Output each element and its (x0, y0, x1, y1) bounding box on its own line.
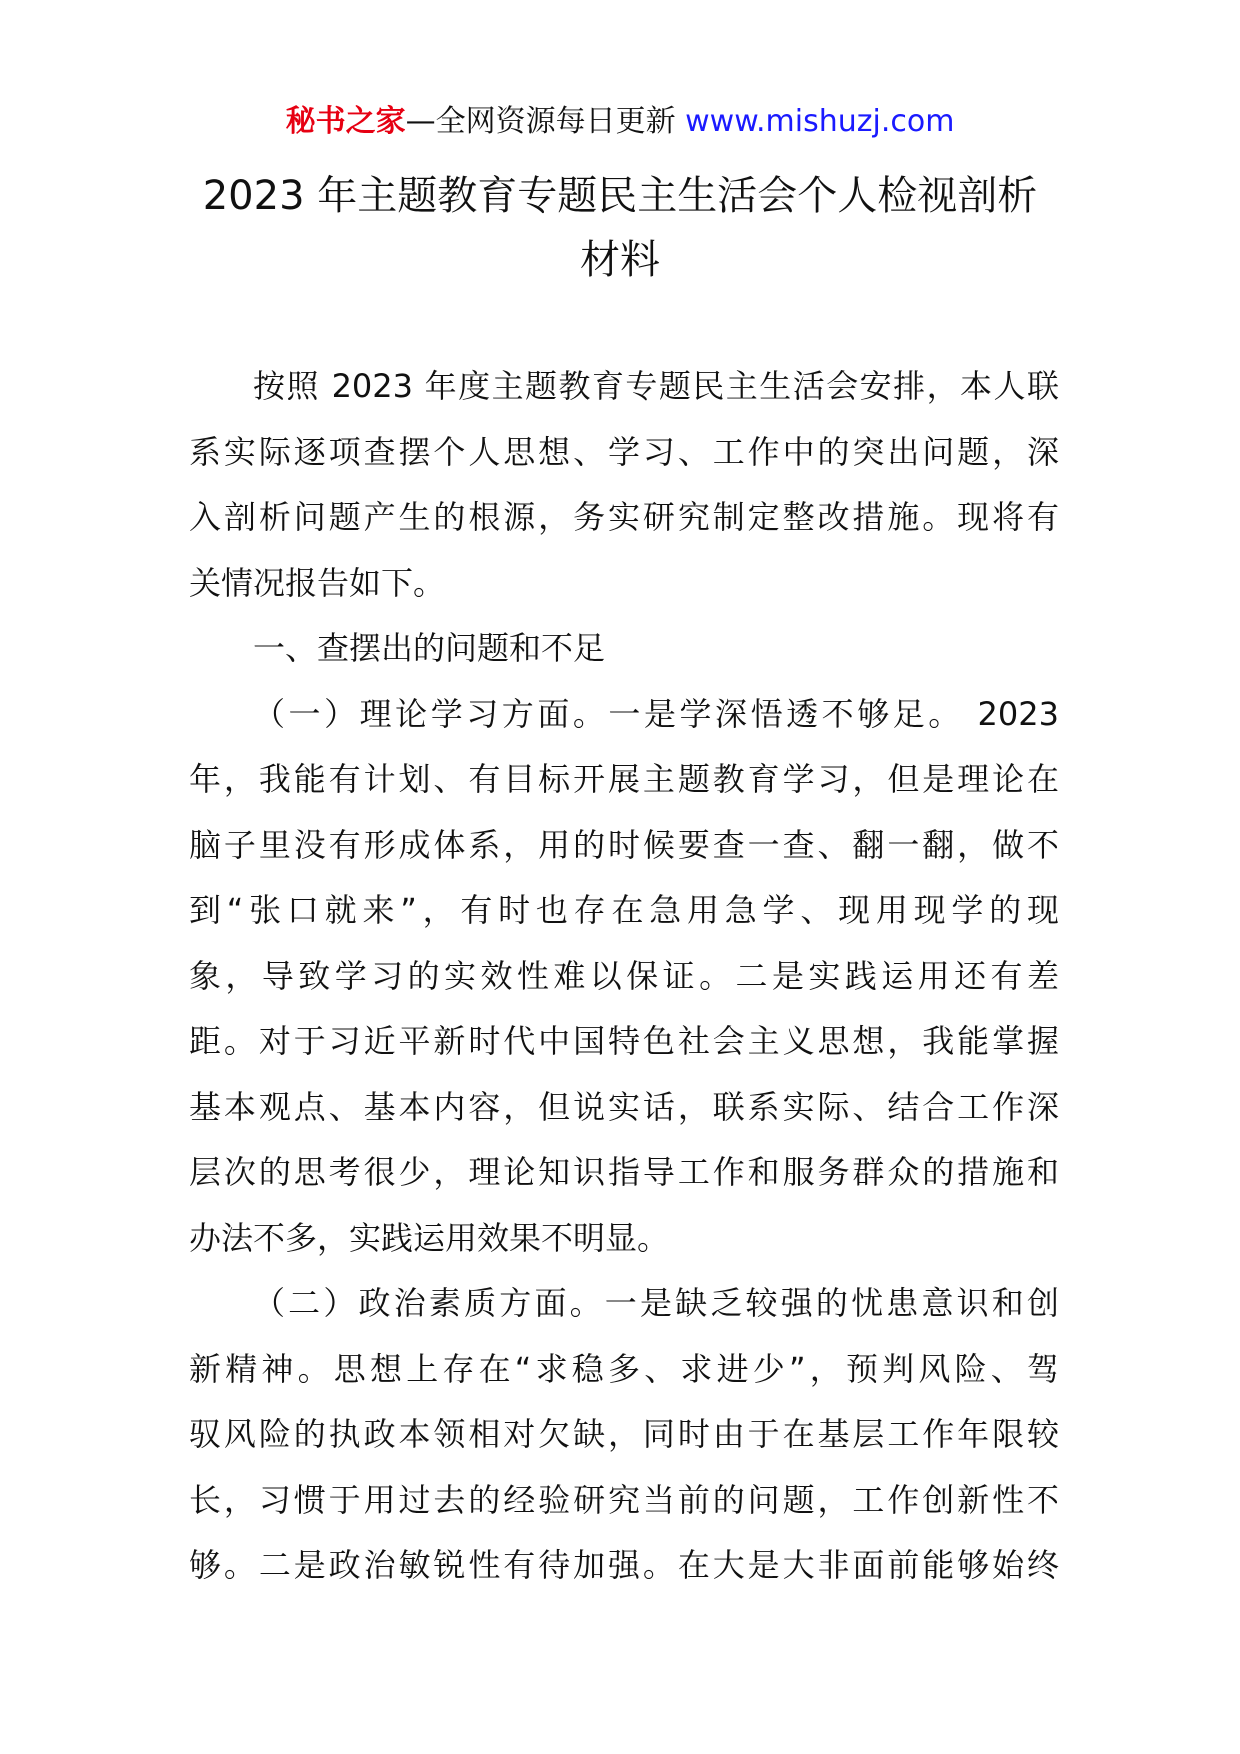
document-title (150, 164, 1090, 292)
document-title-line-1: 2023 年主题教育专题民主生活会个人检视剖析 (202, 173, 1038, 219)
body-line: 长，习惯于用过去的经验研究当前的问题，工作创新性不 (189, 1480, 1059, 1519)
body-line: 层次的思考很少，理论知识指导工作和服务群众的措施和 (189, 1153, 1059, 1191)
section-heading: 一、查摆出的问题和不足 (253, 629, 606, 667)
document-title-line-2: 材料 (580, 237, 660, 283)
body-line: 距。对于习近平新时代中国特色社会主义思想，我能掌握 (189, 1022, 1059, 1060)
site-url-link[interactable]: www.mishuzj.com (685, 104, 955, 139)
site-header (0, 100, 1240, 144)
site-brand: 秘书之家 (285, 104, 406, 139)
body-line: 入剖析问题产生的根源，务实研究制定整改措施。现将有 (189, 498, 1059, 536)
document-body (189, 354, 1059, 1599)
body-line: 象，导致学习的实效性难以保证。二是实践运用还有差 (189, 956, 1059, 995)
body-line: 关情况报告如下。 (189, 563, 446, 602)
body-line: 基本观点、基本内容，但说实话，联系实际、结合工作深 (189, 1087, 1059, 1126)
body-line: 到“张口就来”，有时也存在急用急学、现用现学的现 (189, 891, 1059, 929)
body-line: 脑子里没有形成体系，用的时候要查一查、翻一翻，做不 (189, 825, 1059, 864)
body-line: 按照 2023 年度主题教育专题民主生活会安排，本人联 (253, 367, 1059, 405)
body-line: （二）政治素质方面。一是缺乏较强的忧患意识和创 (253, 1284, 1059, 1322)
body-line: 年，我能有计划、有目标开展主题教育学习，但是理论在 (189, 760, 1059, 798)
body-line: 系实际逐项查摆个人思想、学习、工作中的突出问题，深 (189, 432, 1059, 471)
site-tagline: —全网资源每日更新 (405, 104, 676, 139)
body-line: 够。二是政治敏锐性有待加强。在大是大非面前能够始终 (189, 1546, 1059, 1584)
body-line: 驭风险的执政本领相对欠缺，同时由于在基层工作年限较 (189, 1415, 1059, 1453)
body-line: 新精神。思想上存在“求稳多、求进少”，预判风险、驾 (189, 1349, 1059, 1388)
body-line: （一）理论学习方面。一是学深悟透不够足。 2023 (253, 694, 1059, 733)
body-line: 办法不多，实践运用效果不明显。 (189, 1218, 670, 1257)
